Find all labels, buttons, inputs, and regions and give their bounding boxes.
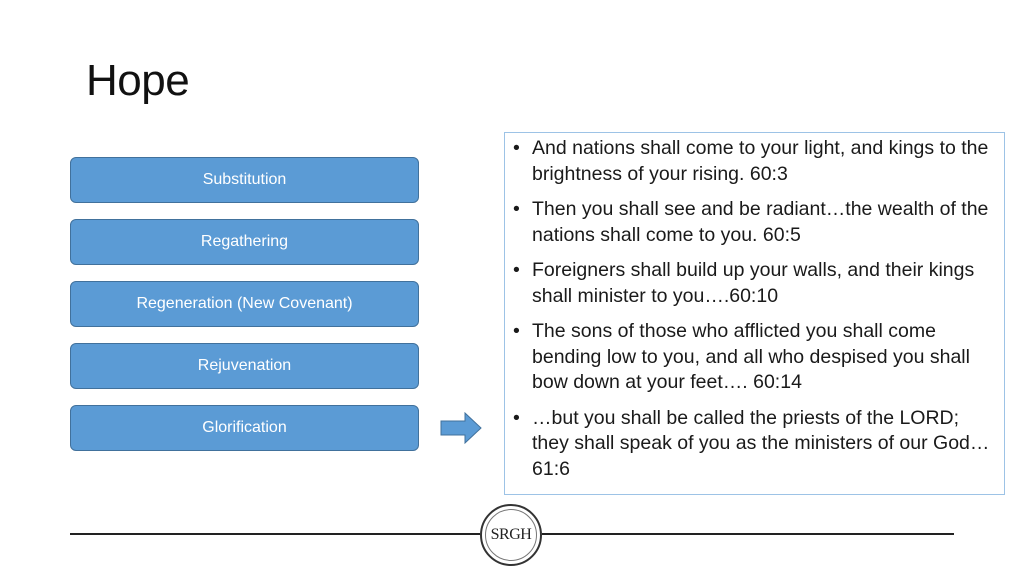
scripture-textbox bbox=[504, 132, 1005, 495]
srgh-logo bbox=[480, 504, 542, 566]
footer-rule-right bbox=[542, 533, 954, 535]
stack-item-substitution: Substitution bbox=[70, 157, 419, 203]
stack-item-rejuvenation: Rejuvenation bbox=[70, 343, 419, 389]
right-arrow-icon bbox=[440, 412, 482, 444]
stack-item-regathering: Regathering bbox=[70, 219, 419, 265]
list-item bbox=[511, 319, 994, 396]
bullet-text: …but you shall be called the priests of the LORD; they shall speak of you as the ministers of our God…61:6 bbox=[532, 406, 990, 480]
stack-item-glorification: Glorification bbox=[70, 405, 419, 451]
bullet-marker: • bbox=[513, 198, 520, 220]
scripture-bullet-list bbox=[511, 136, 994, 482]
bullet-text: The sons of those who afflicted you shall come bending low to you, and all who despised you shall bow down at your feet…. 60:14 bbox=[532, 320, 970, 393]
bullet-marker: • bbox=[513, 406, 520, 429]
bullet-text: And nations shall come to your light, and kings to the brightness of your rising. 60:3 bbox=[532, 137, 989, 185]
concept-stack bbox=[70, 157, 419, 467]
list-item bbox=[511, 406, 994, 483]
bullet-text: Foreigners shall build up your walls, and their kings shall minister to you….60:10 bbox=[532, 259, 975, 307]
list-item bbox=[511, 197, 994, 248]
bullet-marker: • bbox=[513, 137, 520, 159]
list-item bbox=[511, 136, 994, 187]
bullet-marker: • bbox=[513, 320, 520, 342]
list-item bbox=[511, 258, 994, 309]
bullet-text: Then you shall see and be radiant…the wealth of the nations shall come to you. 60:5 bbox=[532, 198, 989, 246]
slide-title: Hope bbox=[86, 56, 190, 105]
logo-text: SRGH bbox=[490, 525, 532, 543]
stack-item-regeneration: Regeneration (New Covenant) bbox=[70, 281, 419, 327]
footer-rule-left bbox=[70, 533, 480, 535]
bullet-marker: • bbox=[513, 259, 520, 281]
